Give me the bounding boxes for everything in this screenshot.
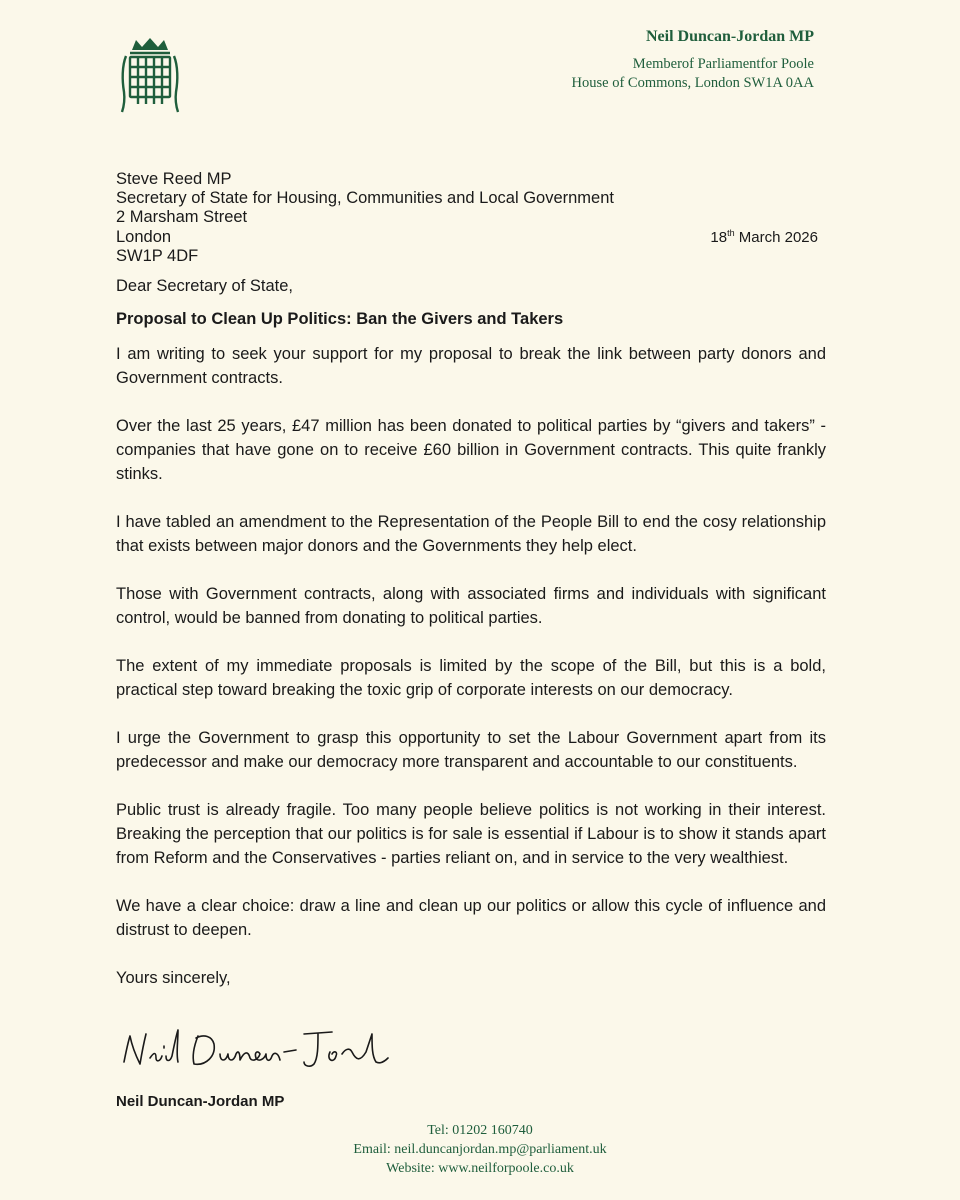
letter-date: 18th March 2026 — [710, 228, 818, 246]
recipient-street: 2 Marsham Street — [116, 208, 248, 227]
recipient-city: London — [116, 227, 172, 246]
paragraph: Those with Government contracts, along with associated firms and individuals with significant control, would be banned from donating to political parties. — [116, 585, 826, 627]
footer-website: Website: www.neilforpoole.co.uk — [386, 1161, 574, 1176]
paragraph: We have a clear choice: draw a line and clean up our politics or allow this cycle of influence and distrust to deepen. — [116, 897, 826, 939]
paragraph: Over the last 25 years, £47 million has been donated to political parties by “givers and takers” - companies that have gone on to receive £60 billion in Government contracts. This quite frankly stinks. — [116, 417, 826, 483]
letterhead-address: House of Commons, London SW1A 0AA — [571, 75, 814, 91]
paragraph: The extent of my immediate proposals is limited by the scope of the Bill, but this is a bold, practical step toward breaking the toxic grip of corporate interests on our democracy. — [116, 657, 826, 699]
paragraph: I have tabled an amendment to the Representation of the People Bill to end the cosy relationship that exists between major donors and the Governments they help elect. — [116, 513, 826, 555]
letter-body — [116, 274, 826, 990]
subject-line: Proposal to Clean Up Politics: Ban the Givers and Takers — [116, 310, 564, 328]
paragraph: Public trust is already fragile. Too many people believe politics is not working in their interest. Breaking the perception that our politics is for sale is essential if Labour is to show it stands apart from Reform and the Conservatives - parties reliant on, and in service to the very wealthiest. — [116, 801, 826, 867]
recipient-name: Steve Reed MP — [116, 170, 232, 188]
salutation: Dear Secretary of State, — [116, 277, 293, 295]
recipient-postcode: SW1P 4DF — [116, 246, 199, 265]
contact-footer — [0, 1121, 960, 1178]
letterhead — [572, 28, 814, 93]
recipient-title: Secretary of State for Housing, Communities and Local Government — [116, 189, 614, 208]
recipient-address — [116, 170, 614, 266]
paragraph: I am writing to seek your support for my proposal to break the link between party donors and Government contracts. — [116, 345, 826, 387]
footer-tel: Tel: 01202 160740 — [427, 1123, 533, 1138]
footer-email: Email: neil.duncanjordan.mp@parliament.uk — [353, 1142, 607, 1157]
closing: Yours sincerely, — [116, 969, 231, 987]
handwritten-signature — [120, 1022, 390, 1082]
paragraph: I urge the Government to grasp this opportunity to set the Labour Government apart from its predecessor and make our democracy more transparent and accountable to our constituents. — [116, 729, 826, 771]
signer-name: Neil Duncan-Jordan MP — [116, 1093, 285, 1110]
letterhead-role: Memberof Parliamentfor Poole — [632, 56, 814, 72]
portcullis-logo — [118, 36, 182, 114]
letterhead-name: Neil Duncan-Jordan MP — [646, 28, 814, 45]
